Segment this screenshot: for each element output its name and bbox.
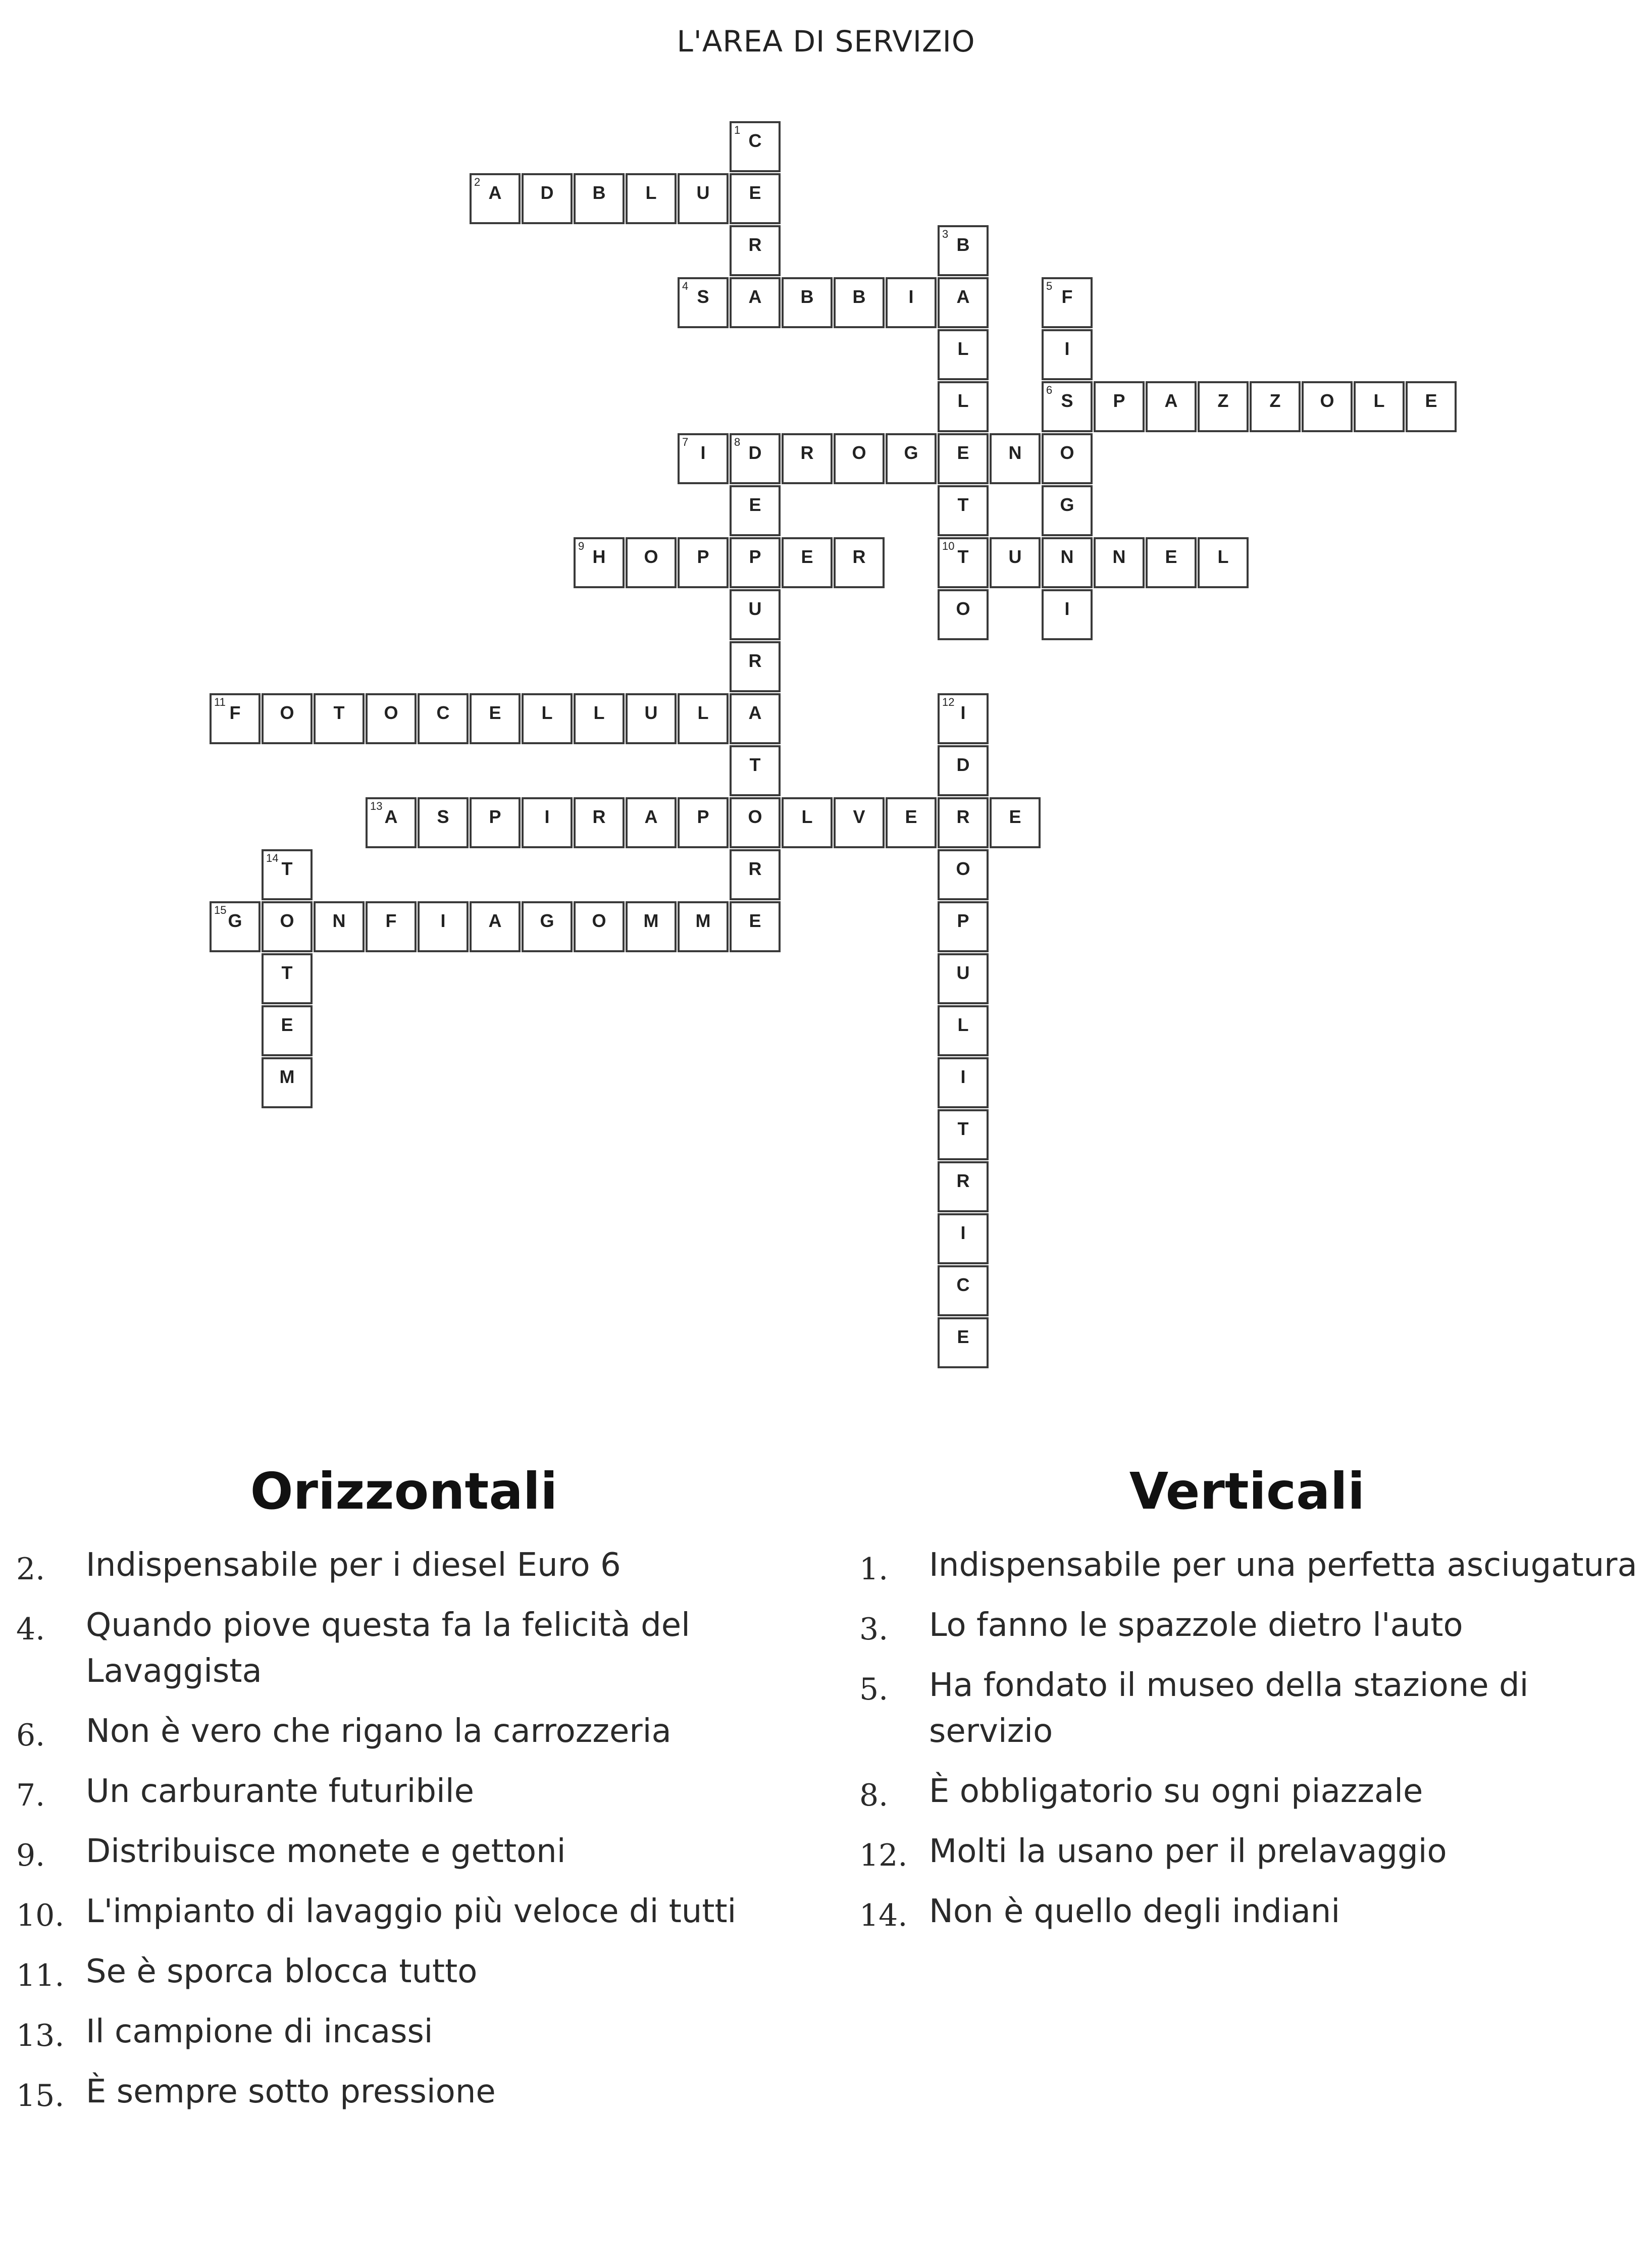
clue-number-label: 6 <box>1046 384 1053 396</box>
grid-cell[interactable] <box>938 745 989 796</box>
grid-cell[interactable] <box>262 849 313 900</box>
cell-letter: E <box>749 182 761 203</box>
grid-cell[interactable] <box>938 537 989 588</box>
grid-cell[interactable] <box>938 953 989 1004</box>
cell-letter: A <box>384 806 398 827</box>
grid-cell[interactable] <box>938 329 989 380</box>
cell-letter: S <box>1061 390 1073 411</box>
grid-cell[interactable] <box>730 797 781 848</box>
grid-cell[interactable] <box>1042 589 1093 640</box>
grid-cell[interactable] <box>210 693 261 744</box>
grid-cell[interactable] <box>366 797 417 848</box>
clue-number-label: 10 <box>942 540 955 552</box>
clue-text: Se è sporca blocca tutto <box>86 1953 478 1990</box>
across-clue-7 <box>10 1769 798 1815</box>
grid-cell[interactable] <box>938 381 989 432</box>
cell-letter: B <box>956 234 970 255</box>
down-clue-list <box>853 1542 1651 1949</box>
grid-cell[interactable] <box>1406 381 1457 432</box>
cell-letter: L <box>593 702 605 723</box>
cell-letter: G <box>904 442 918 463</box>
grid-cell[interactable] <box>1042 277 1093 328</box>
cell-letter: U <box>644 702 658 723</box>
grid-cell[interactable] <box>1094 381 1145 432</box>
clue-number-label: 13 <box>370 800 383 812</box>
clue-number: 3. <box>859 1612 889 1647</box>
grid-cell[interactable] <box>938 225 989 276</box>
cell-letter: P <box>489 806 501 827</box>
grid-cell[interactable] <box>730 901 781 952</box>
cell-letter: O <box>280 910 294 931</box>
grid-cell[interactable] <box>1354 381 1405 432</box>
grid-cell[interactable] <box>1042 381 1093 432</box>
cell-letter: U <box>956 962 970 983</box>
cell-letter: B <box>592 182 606 203</box>
clue-number-label: 7 <box>682 436 689 448</box>
grid-cell[interactable] <box>938 1213 989 1264</box>
grid-cell[interactable] <box>1042 329 1093 380</box>
grid-cell[interactable] <box>730 433 781 484</box>
cell-letter: P <box>749 546 761 567</box>
cell-letter: P <box>957 910 969 931</box>
clue-text: È sempre sotto pressione <box>86 2073 496 2110</box>
grid-cell[interactable] <box>990 797 1041 848</box>
cell-letter: O <box>1320 390 1334 411</box>
grid-cell[interactable] <box>366 693 417 744</box>
grid-cell[interactable] <box>990 537 1041 588</box>
cell-letter: O <box>592 910 606 931</box>
cell-letter: N <box>1060 546 1074 567</box>
cell-letter: E <box>1425 390 1437 411</box>
grid-cell[interactable] <box>678 537 729 588</box>
across-clue-13 <box>10 2009 798 2055</box>
clue-number: 13. <box>16 2018 65 2053</box>
grid-cell[interactable] <box>314 693 365 744</box>
cell-letter: E <box>957 442 969 463</box>
grid-cell[interactable] <box>366 901 417 952</box>
clue-text: Non è vero che rigano la carrozzeria <box>86 1713 672 1750</box>
cell-letter: D <box>956 754 970 775</box>
cell-letter: L <box>957 390 969 411</box>
cell-letter: Z <box>1217 390 1229 411</box>
cell-letter: O <box>644 546 658 567</box>
grid-cell[interactable] <box>574 901 625 952</box>
cell-letter: L <box>1217 546 1229 567</box>
grid-cell[interactable] <box>418 797 469 848</box>
grid-cell[interactable] <box>938 901 989 952</box>
clue-number: 6. <box>16 1718 45 1753</box>
clue-number-label: 2 <box>474 176 481 188</box>
cell-letter: I <box>960 702 966 723</box>
clue-number-label: 4 <box>682 280 689 292</box>
cell-letter: P <box>1113 390 1125 411</box>
clue-text: Lo fanno le spazzole dietro l'auto <box>929 1607 1463 1644</box>
cell-letter: D <box>540 182 554 203</box>
clue-number-label: 3 <box>942 228 949 240</box>
grid-cell[interactable] <box>626 693 677 744</box>
cell-letter: C <box>748 130 762 151</box>
clue-number: 8. <box>859 1778 889 1813</box>
down-clue-12 <box>853 1829 1651 1875</box>
grid-cell[interactable] <box>834 537 885 588</box>
cell-letter: E <box>1009 806 1021 827</box>
grid-cell[interactable] <box>1042 433 1093 484</box>
grid-cell[interactable] <box>522 797 573 848</box>
grid-cell[interactable] <box>1198 537 1249 588</box>
grid-cell[interactable] <box>678 797 729 848</box>
grid-cell[interactable] <box>834 433 885 484</box>
cell-letter: E <box>281 1014 293 1035</box>
cell-letter: R <box>956 806 970 827</box>
down-clue-14 <box>853 1889 1651 1935</box>
cell-letter: I <box>960 1066 966 1087</box>
grid-cell[interactable] <box>938 1265 989 1316</box>
puzzle-title: L'AREA DI SERVIZIO <box>677 24 975 59</box>
grid-cell[interactable] <box>782 277 833 328</box>
cell-letter: A <box>748 702 762 723</box>
cell-letter: O <box>852 442 866 463</box>
cell-letter: Z <box>1269 390 1281 411</box>
cell-letter: L <box>957 1014 969 1035</box>
grid-cell[interactable] <box>730 225 781 276</box>
down-clue-8 <box>853 1769 1651 1815</box>
cell-letter: G <box>540 910 554 931</box>
grid-cell[interactable] <box>938 589 989 640</box>
grid-cell[interactable] <box>938 1109 989 1160</box>
grid-cell[interactable] <box>834 277 885 328</box>
grid-cell[interactable] <box>938 485 989 536</box>
cell-letter: T <box>281 962 293 983</box>
down-clue-1 <box>853 1542 1651 1588</box>
clue-text: Indispensabile per una perfetta asciugatura <box>929 1547 1637 1584</box>
cell-letter: T <box>333 702 345 723</box>
cell-letter: T <box>749 754 761 775</box>
grid-cell[interactable] <box>678 173 729 224</box>
grid-cell[interactable] <box>470 693 521 744</box>
clue-text: L'impianto di lavaggio più veloce di tutti <box>86 1893 737 1930</box>
cell-letter: U <box>1008 546 1022 567</box>
grid-cell[interactable] <box>1146 381 1197 432</box>
grid-cell[interactable] <box>730 589 781 640</box>
across-clue-2 <box>10 1542 798 1588</box>
cell-letter: E <box>1165 546 1177 567</box>
across-clue-10 <box>10 1889 798 1935</box>
cell-letter: T <box>957 494 969 515</box>
grid-cell[interactable] <box>210 901 261 952</box>
cell-letter: R <box>956 1170 970 1191</box>
clue-text: È obbligatorio su ogni piazzale <box>929 1773 1423 1810</box>
clue-number: 5. <box>859 1672 889 1707</box>
cell-letter: I <box>440 910 446 931</box>
grid-cell[interactable] <box>938 693 989 744</box>
grid-cell[interactable] <box>1198 381 1249 432</box>
grid-cell[interactable] <box>730 173 781 224</box>
cell-letter: O <box>956 858 970 879</box>
grid-cell[interactable] <box>522 693 573 744</box>
cell-letter: P <box>697 806 709 827</box>
cell-letter: A <box>748 286 762 307</box>
cell-letter: I <box>960 1222 966 1243</box>
cell-letter: L <box>645 182 657 203</box>
grid-cell[interactable] <box>262 1057 313 1108</box>
cell-letter: R <box>748 234 762 255</box>
clue-number-label: 8 <box>734 436 741 448</box>
cell-letter: I <box>1064 598 1070 619</box>
cell-letter: C <box>436 702 450 723</box>
cell-letter: A <box>488 910 502 931</box>
grid-cell[interactable] <box>938 433 989 484</box>
grid-cell[interactable] <box>938 277 989 328</box>
cell-letter: F <box>1061 286 1073 307</box>
clue-number: 9. <box>16 1838 45 1873</box>
cell-letter: N <box>1008 442 1022 463</box>
grid-cell[interactable] <box>626 797 677 848</box>
cell-letter: A <box>1164 390 1178 411</box>
grid-cell[interactable] <box>418 901 469 952</box>
cell-letter: M <box>643 910 659 931</box>
grid-cell[interactable] <box>834 797 885 848</box>
grid-cell[interactable] <box>730 745 781 796</box>
cell-letter: E <box>489 702 501 723</box>
cell-letter: U <box>748 598 762 619</box>
grid-cell[interactable] <box>678 277 729 328</box>
grid-cell[interactable] <box>678 433 729 484</box>
across-clue-9 <box>10 1829 798 1875</box>
across-heading: Orizzontali <box>250 1462 558 1521</box>
cell-letter: E <box>801 546 813 567</box>
cell-letter: O <box>280 702 294 723</box>
grid-cell[interactable] <box>782 797 833 848</box>
across-clue-6 <box>10 1709 798 1755</box>
grid-cell[interactable] <box>730 121 781 172</box>
cell-letter: I <box>908 286 914 307</box>
cell-letter: L <box>1373 390 1385 411</box>
cell-letter: I <box>700 442 706 463</box>
cell-letter: B <box>800 286 814 307</box>
cell-letter: N <box>332 910 346 931</box>
grid-cell[interactable] <box>938 1317 989 1368</box>
clue-number: 12. <box>859 1838 908 1873</box>
clue-text: Quando piove questa fa la felicità del Lavaggista <box>86 1607 690 1690</box>
cell-letter: T <box>281 858 293 879</box>
clue-number-label: 5 <box>1046 280 1053 292</box>
grid-cell[interactable] <box>938 849 989 900</box>
grid-cell[interactable] <box>730 537 781 588</box>
cell-letter: R <box>748 858 762 879</box>
cell-letter: M <box>695 910 711 931</box>
grid-cell[interactable] <box>574 693 625 744</box>
cell-letter: O <box>956 598 970 619</box>
down-heading: Verticali <box>1129 1462 1365 1521</box>
grid-cell[interactable] <box>470 173 521 224</box>
cell-letter: L <box>697 702 709 723</box>
grid-cell[interactable] <box>678 901 729 952</box>
cell-letter: F <box>229 702 241 723</box>
grid-cell[interactable] <box>626 901 677 952</box>
down-clue-3 <box>853 1603 1651 1648</box>
cell-letter: R <box>852 546 866 567</box>
clue-number-label: 15 <box>214 904 227 916</box>
clue-number: 11. <box>16 1958 65 1993</box>
cell-letter: I <box>1064 338 1070 359</box>
cell-letter: L <box>801 806 813 827</box>
grid-cell[interactable] <box>470 797 521 848</box>
cell-letter: A <box>644 806 658 827</box>
grid-cell[interactable] <box>626 537 677 588</box>
cell-letter: L <box>541 702 553 723</box>
cell-letter: F <box>385 910 397 931</box>
grid-cell[interactable] <box>1250 381 1301 432</box>
cell-letter: H <box>592 546 606 567</box>
cell-letter: E <box>957 1326 969 1347</box>
clue-text: Molti la usano per il prelavaggio <box>929 1833 1447 1870</box>
clue-number: 2. <box>16 1552 45 1587</box>
cell-letter: R <box>592 806 606 827</box>
grid-cell[interactable] <box>730 277 781 328</box>
grid-cell[interactable] <box>886 433 937 484</box>
cell-letter: A <box>956 286 970 307</box>
clue-number: 7. <box>16 1778 45 1813</box>
cell-letter: N <box>1112 546 1126 567</box>
cell-letter: S <box>437 806 449 827</box>
cell-letter: R <box>800 442 814 463</box>
grid-cell[interactable] <box>938 797 989 848</box>
cell-letter: O <box>748 806 762 827</box>
cell-letter: P <box>697 546 709 567</box>
grid-cell[interactable] <box>938 1005 989 1056</box>
grid-cell[interactable] <box>938 1057 989 1108</box>
clue-number: 10. <box>16 1898 65 1933</box>
clue-text: Il campione di incassi <box>86 2013 433 2050</box>
grid-cell[interactable] <box>470 901 521 952</box>
clue-number: 4. <box>16 1612 45 1647</box>
cell-letter: R <box>748 650 762 671</box>
cell-letter: E <box>749 910 761 931</box>
clue-number-label: 1 <box>734 124 741 136</box>
grid-cell[interactable] <box>1302 381 1353 432</box>
cell-letter: I <box>544 806 550 827</box>
grid-cell[interactable] <box>418 693 469 744</box>
clue-text: Ha fondato il museo della stazione di servizio <box>929 1667 1529 1750</box>
clue-number-label: 14 <box>266 852 279 864</box>
grid-cell[interactable] <box>730 641 781 692</box>
down-clue-5 <box>853 1663 1651 1755</box>
cell-letter: O <box>1060 442 1074 463</box>
cell-letter: E <box>905 806 917 827</box>
grid-cell[interactable] <box>314 901 365 952</box>
cell-letter: C <box>956 1274 970 1295</box>
grid-cell[interactable] <box>886 277 937 328</box>
grid-cell[interactable] <box>1094 537 1145 588</box>
grid-cell[interactable] <box>574 537 625 588</box>
across-clue-15 <box>10 2069 798 2115</box>
grid-cell[interactable] <box>574 173 625 224</box>
grid-cell[interactable] <box>938 1161 989 1212</box>
cell-letter: M <box>279 1066 295 1087</box>
grid-cell[interactable] <box>262 901 313 952</box>
clue-number: 1. <box>859 1552 889 1587</box>
grid-cell[interactable] <box>678 693 729 744</box>
grid-cell[interactable] <box>262 693 313 744</box>
across-clue-11 <box>10 1949 798 1995</box>
cell-letter: T <box>957 546 969 567</box>
grid-cell[interactable] <box>1042 537 1093 588</box>
cell-letter: O <box>384 702 398 723</box>
across-clue-4 <box>10 1603 798 1694</box>
grid-cell[interactable] <box>730 485 781 536</box>
cell-letter: G <box>1060 494 1074 515</box>
cell-letter: B <box>852 286 866 307</box>
grid-cell[interactable] <box>886 797 937 848</box>
grid-cell[interactable] <box>522 901 573 952</box>
grid-cell[interactable] <box>522 173 573 224</box>
clue-number: 15. <box>16 2078 65 2114</box>
cell-letter: D <box>748 442 762 463</box>
cell-letter: A <box>488 182 502 203</box>
clue-number-label: 11 <box>214 696 226 708</box>
grid-cell[interactable] <box>1042 485 1093 536</box>
across-clue-list <box>10 1542 798 2129</box>
cell-letter: T <box>957 1118 969 1139</box>
grid-cell[interactable] <box>262 953 313 1004</box>
clue-number: 14. <box>859 1898 908 1933</box>
clue-text: Non è quello degli indiani <box>929 1893 1340 1930</box>
grid-cell[interactable] <box>1146 537 1197 588</box>
grid-cell[interactable] <box>782 537 833 588</box>
cell-letter: S <box>697 286 709 307</box>
grid-cell[interactable] <box>262 1005 313 1056</box>
clue-text: Indispensabile per i diesel Euro 6 <box>86 1547 621 1584</box>
grid-cell[interactable] <box>730 849 781 900</box>
clue-text: Distribuisce monete e gettoni <box>86 1833 566 1870</box>
grid-cell[interactable] <box>626 173 677 224</box>
grid-cell[interactable] <box>574 797 625 848</box>
grid-cell[interactable] <box>990 433 1041 484</box>
grid-cell[interactable] <box>730 693 781 744</box>
clue-number-label: 9 <box>578 540 585 552</box>
cell-letter: L <box>957 338 969 359</box>
cell-letter: U <box>696 182 710 203</box>
grid-cell[interactable] <box>782 433 833 484</box>
cell-letter: G <box>228 910 242 931</box>
clue-text: Un carburante futuribile <box>86 1773 474 1810</box>
cell-letter: E <box>749 494 761 515</box>
clue-number-label: 12 <box>942 696 955 708</box>
cell-letter: V <box>853 806 865 827</box>
